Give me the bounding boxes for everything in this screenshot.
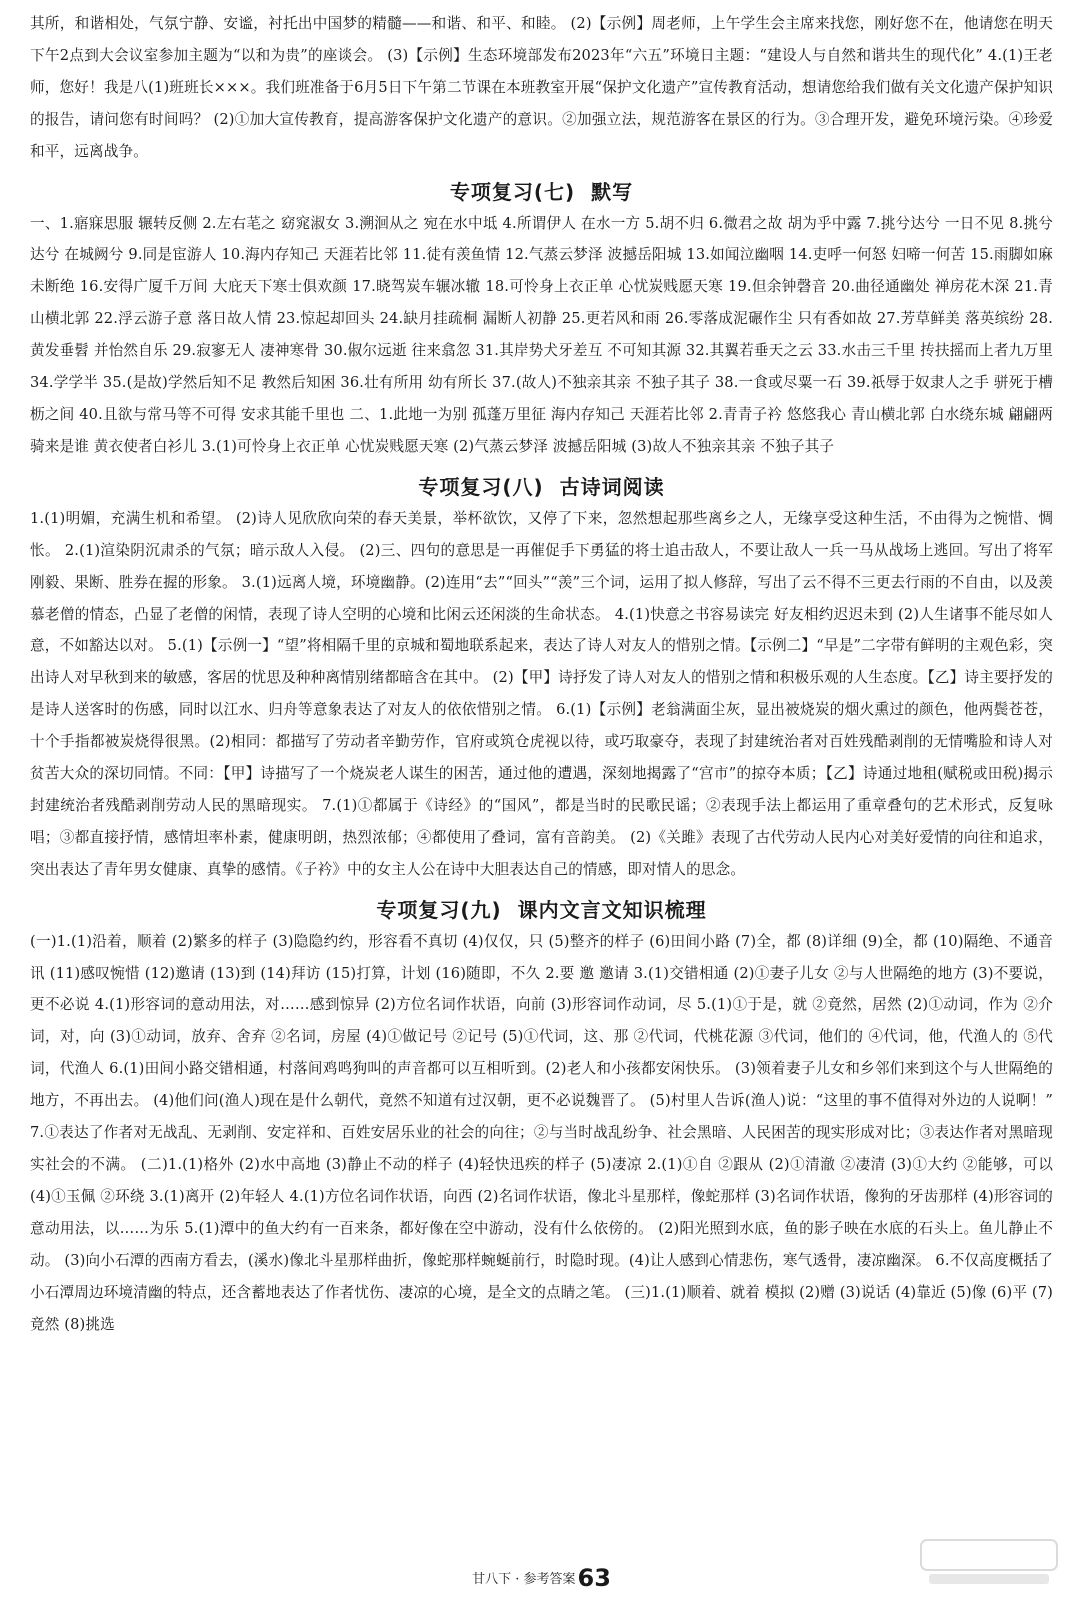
- section-heading-8: [30, 475, 1053, 499]
- section-subtitle: 课内文言文知识梳理: [517, 897, 707, 922]
- section-body-7: 一、1.寤寐思服 辗转反侧 2.左右芼之 窈窕淑女 3.溯洄从之 宛在水中坻 4.所谓伊人 在水一方 5.胡不归 6.微君之故 胡为乎中露 7.挑兮达兮 一日不见 8.挑兮达兮 在城阙兮 9.同是宦游人 10.海内存知己 天涯若比邻 11.徒有羡鱼情 12.气蒸云梦泽 波撼岳阳城 13.如闻泣幽咽 14.吏呼一何怒 妇啼一何苦 15.雨脚如麻未断绝 16.安得广厦千万间 大庇天下寒士俱欢颜 17.晓驾炭车辗冰辙 18.可怜身上衣正单 心忧炭贱愿天寒 19.但余钟磬音 20.曲径通幽处 禅房花木深 21.青山横北郭 22.浮云游子意 落日故人情 23.惊起却回头 24.缺月挂疏桐 漏断人初静 25.更若风和雨 26.零落成泥碾作尘 只有香如故 27.芳草鲜美 落英缤纷 28.黄发垂髫 并怡然自乐 29.寂寥无人 凄神寒骨 30.俶尔远逝 往来翕忽 31.其岸势犬牙差互 不可知其源 32.其翼若垂天之云 33.水击三千里 抟扶摇而上者九万里 34.学学半 35.(是故)学然后知不足 教然后知困 36.壮有所用 幼有所长 37.(故人)不独亲其亲 不独子其子 38.一食或尽粟一石 39.祇辱于奴隶人之手 骈死于槽枥之间 40.且欲与常马等不可得 安求其能千里也 二、1.此地一为别 孤蓬万里征 海内存知己 天涯若比邻 2.青青子衿 悠悠我心 青山横北郭 白水绕东城 翩翩两骑来是谁 黄衣使者白衫儿 3.(1)可怜身上衣正单 心忧炭贱愿天寒 (2)气蒸云梦泽 波撼岳阳城 (3)故人不独亲其亲 不独子其子: [30, 214, 1053, 455]
- section-subtitle: 古诗词阅读: [559, 474, 665, 499]
- section-title: 专项复习(九): [376, 897, 502, 922]
- page-number: 63: [577, 1564, 611, 1592]
- section-heading-9: [30, 898, 1053, 922]
- watermark-logo-icon: [919, 1534, 1059, 1590]
- section-title: 专项复习(八): [418, 474, 544, 499]
- footer-label: 甘八下 · 参考答案: [472, 1572, 576, 1587]
- section-body-8: 1.(1)明媚，充满生机和希望。 (2)诗人见欣欣向荣的春天美景，举杯欲饮，又停了下来，忽然想起那些离乡之人，无缘享受这种生活，不由得为之惋惜、惆怅。 2.(1)渲染阴沉肃杀的气氛；暗示敌人入侵。 (2)三、四句的意思是一再催促手下勇猛的将士追击敌人，不要让敌人一兵一马从战场上逃回。写出了将军刚毅、果断、胜券在握的形象。 3.(1)远离人境，环境幽静。(2)连用“去”“回头”“羡”三个词，运用了拟人修辞，写出了云不得不三更去行雨的不自由，以及羡慕老僧的情态，凸显了老僧的闲情，表现了诗人空明的心境和比闲云还闲淡的生命状态。 4.(1)快意之书容易读完 好友相约迟迟未到 (2)人生诸事不能尽如人意，不如豁达以对。 5.(1)【示例一】“望”将相隔千里的京城和蜀地联系起来，表达了诗人对友人的惜别之情。【示例二】“早是”二字带有鲜明的主观色彩，突出诗人对早秋到来的敏感，客居的忧思及种种离情别绪都暗含在其中。 (2)【甲】诗抒发了诗人对友人的惜别之情和积极乐观的人生态度。【乙】诗主要抒发的是诗人送客时的伤感，同时以江水、归舟等意象表达了对友人的依依惜别之情。 6.(1)【示例】老翁满面尘灰，显出被烧炭的烟火熏过的颜色，他两鬓苍苍，十个手指都被炭烧得很黑。(2)相同：都描写了劳动者辛勤劳作，官府或筑仓虎视以待，或巧取豪夺，表现了封建统治者对百姓残酷剥削的无情嘴脸和诗人对贫苦大众的深切同情。不同：【甲】诗描写了一个烧炭老人谋生的困苦，通过他的遭遇，深刻地揭露了“宫市”的掠夺本质；【乙】诗通过地租(赋税或田税)揭示封建统治者残酷剥削劳动人民的黑暗现实。 7.(1)①都属于《诗经》的“国风”，都是当时的民歌民谣；②表现手法上都运用了重章叠句的艺术形式，反复咏唱；③都直接抒情，感情坦率朴素，健康明朗，热烈浓郁；④都使用了叠词，富有音韵美。 (2)《关雎》表现了古代劳动人民内心对美好爱情的向往和追求，突出表达了青年男女健康、真挚的感情。《子衿》中的女主人公在诗中大胆表达自己的情感，即对情人的思念。: [30, 509, 1053, 878]
- section-body-9: (一)1.(1)沿着，顺着 (2)繁多的样子 (3)隐隐约约，形容看不真切 (4)仅仅，只 (5)整齐的样子 (6)田间小路 (7)全，都 (8)详细 (9)全，都 (10)隔绝、不通音讯 (11)感叹惋惜 (12)邀请 (13)到 (14)拜访 (15)打算，计划 (16)随即，不久 2.要 邀 邀请 3.(1)交错相通 (2)①妻子儿女 ②与人世隔绝的地方 (3)不要说，更不必说 4.(1)形容词的意动用法，对……感到惊异 (2)方位名词作状语，向前 (3)形容词作动词，尽 5.(1)①于是，就 ②竟然，居然 (2)①动词，作为 ②介词，对，向 (3)①动词，放弃、舍弃 ②名词，房屋 (4)①做记号 ②记号 (5)①代词，这、那 ②代词，代桃花源 ③代词，他们的 ④代词，他，代渔人的 ⑤代词，代渔人 6.(1)田间小路交错相通，村落间鸡鸣狗叫的声音都可以互相听到。(2)老人和小孩都安闲快乐。 (3)领着妻子儿女和乡邻们来到这个与人世隔绝的地方，不再出去。 (4)他们问(渔人)现在是什么朝代，竟然不知道有过汉朝，更不必说魏晋了。 (5)村里人告诉(渔人)说：“这里的事不值得对外边的人说啊！” 7.①表达了作者对无战乱、无剥削、安定祥和、百姓安居乐业的社会的向往；②与当时战乱纷争、社会黑暗、人民困苦的现实形成对比；③表达作者对黑暗现实社会的不满。 (二)1.(1)格外 (2)水中高地 (3)静止不动的样子 (4)轻快迅疾的样子 (5)凄凉 2.(1)①自 ②跟从 (2)①清澈 ②凄清 (3)①大约 ②能够，可以 (4)①玉佩 ②环绕 3.(1)离开 (2)年轻人 4.(1)方位名词作状语，向西 (2)名词作状语，像北斗星那样，像蛇那样 (3)名词作状语，像狗的牙齿那样 (4)形容词的意动用法，以……为乐 5.(1)潭中的鱼大约有一百来条，都好像在空中游动，没有什么依傍的。 (2)阳光照到水底，鱼的影子映在水底的石头上。鱼儿静止不动。 (3)向小石潭的西南方看去，(溪水)像北斗星那样曲折，像蛇那样蜿蜒前行，时隐时现。(4)让人感到心情悲伤，寒气透骨，凄凉幽深。 6.不仅高度概括了小石潭周边环境清幽的特点，还含蓄地表达了作者忧伤、凄凉的心境，是全文的点睛之笔。 (三)1.(1)顺着、就着 模拟 (2)赠 (3)说话 (4)靠近 (5)像 (6)平 (7)竟然 (8)挑选: [30, 932, 1053, 1333]
- section-heading-7: [30, 180, 1053, 204]
- section-subtitle: 默写: [591, 179, 634, 204]
- intro-paragraph: 其所，和谐相处，气氛宁静、安谧，衬托出中国梦的精髓——和谐、和平、和睦。 (2)【示例】周老师，上午学生会主席来找您，刚好您不在，他请您在明天下午2点到大会议室参加主题为“以和为贵”的座谈会。 (3)【示例】生态环境部发布2023年“六五”环境日主题：“建设人与自然和谐共生的现代化” 4.(1)王老师，您好！我是八(1)班班长×××。我们班准备于6月5日下午第二节课在本班教室开展“保护文化遗产”宣传教育活动，想请您给我们做有关文化遗产保护知识的报告，请问您有时间吗？ (2)①加大宣传教育，提高游客保护文化遗产的意识。②加强立法，规范游客在景区的行为。③合理开发，避免环境污染。④珍爱和平，远离战争。: [30, 15, 1053, 160]
- section-title: 专项复习(七): [449, 179, 576, 204]
